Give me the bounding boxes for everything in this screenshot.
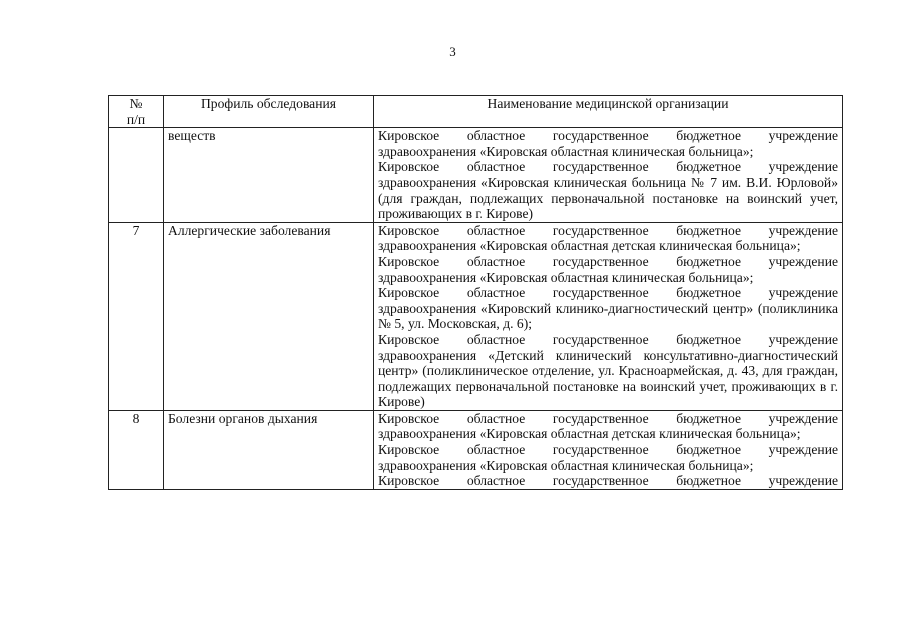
organization-entry: Кировское областное государственное бюджетное учреждение здравоохранения «Кировская областная клиническая больница»; [378,253,838,285]
organization-entry: Кировское областное государственное бюджетное учреждение здравоохранения «Кировская клиническая больница № 7 им. В.И. Юрловой» (для граждан, подлежащих первоначальной постановке на воинский учет, проживающих в г. Кирове) [378,159,838,222]
page-number: 3 [449,44,456,59]
organization-entry: Кировское областное государственное бюджетное учреждение здравоохранения «Детский клинический консультативно-диагностический центр» (поликлиническое отделение, ул. Красноармейская, д. 43, для граждан, подлежащих первоначальной постановке на воинский учет, проживающих в г. Кирове) [378,331,838,410]
row-number: 8 [109,410,164,489]
row-number: 7 [109,222,164,410]
column-header-organization: Наименование медицинской организации [374,96,843,128]
table-row [109,410,843,489]
table-header-row [109,96,843,128]
row-organizations [374,222,843,410]
organization-entry: Кировское областное государственное бюджетное учреждение здравоохранения «Кировский клинико-диагностический центр» (поликлиника № 5, ул. Московская, д. 6); [378,285,838,332]
table-row [109,222,843,410]
row-profile: Болезни органов дыхания [164,410,374,489]
row-profile: Аллергические заболевания [164,222,374,410]
table-row [109,128,843,223]
column-header-number-line2: п/п [126,111,146,127]
organization-entry: Кировское областное государственное бюджетное учреждение здравоохранения «Кировская областная детская клиническая больница»; [378,222,838,254]
medical-organizations-table [108,95,843,490]
row-profile: веществ [164,128,374,223]
column-header-number [109,96,164,128]
row-organizations [374,128,843,223]
organization-entry: Кировское областное государственное бюджетное учреждение здравоохранения «Кировская областная детская клиническая больница»; [378,410,838,442]
column-header-profile: Профиль обследования [164,96,374,128]
organization-entry: Кировское областное государственное бюджетное учреждение [378,473,838,489]
organization-entry: Кировское областное государственное бюджетное учреждение здравоохранения «Кировская областная клиническая больница»; [378,128,838,159]
row-organizations [374,410,843,489]
organization-entry: Кировское областное государственное бюджетное учреждение здравоохранения «Кировская областная клиническая больница»; [378,442,838,473]
column-header-number-line1: № [129,96,143,111]
row-number [109,128,164,223]
